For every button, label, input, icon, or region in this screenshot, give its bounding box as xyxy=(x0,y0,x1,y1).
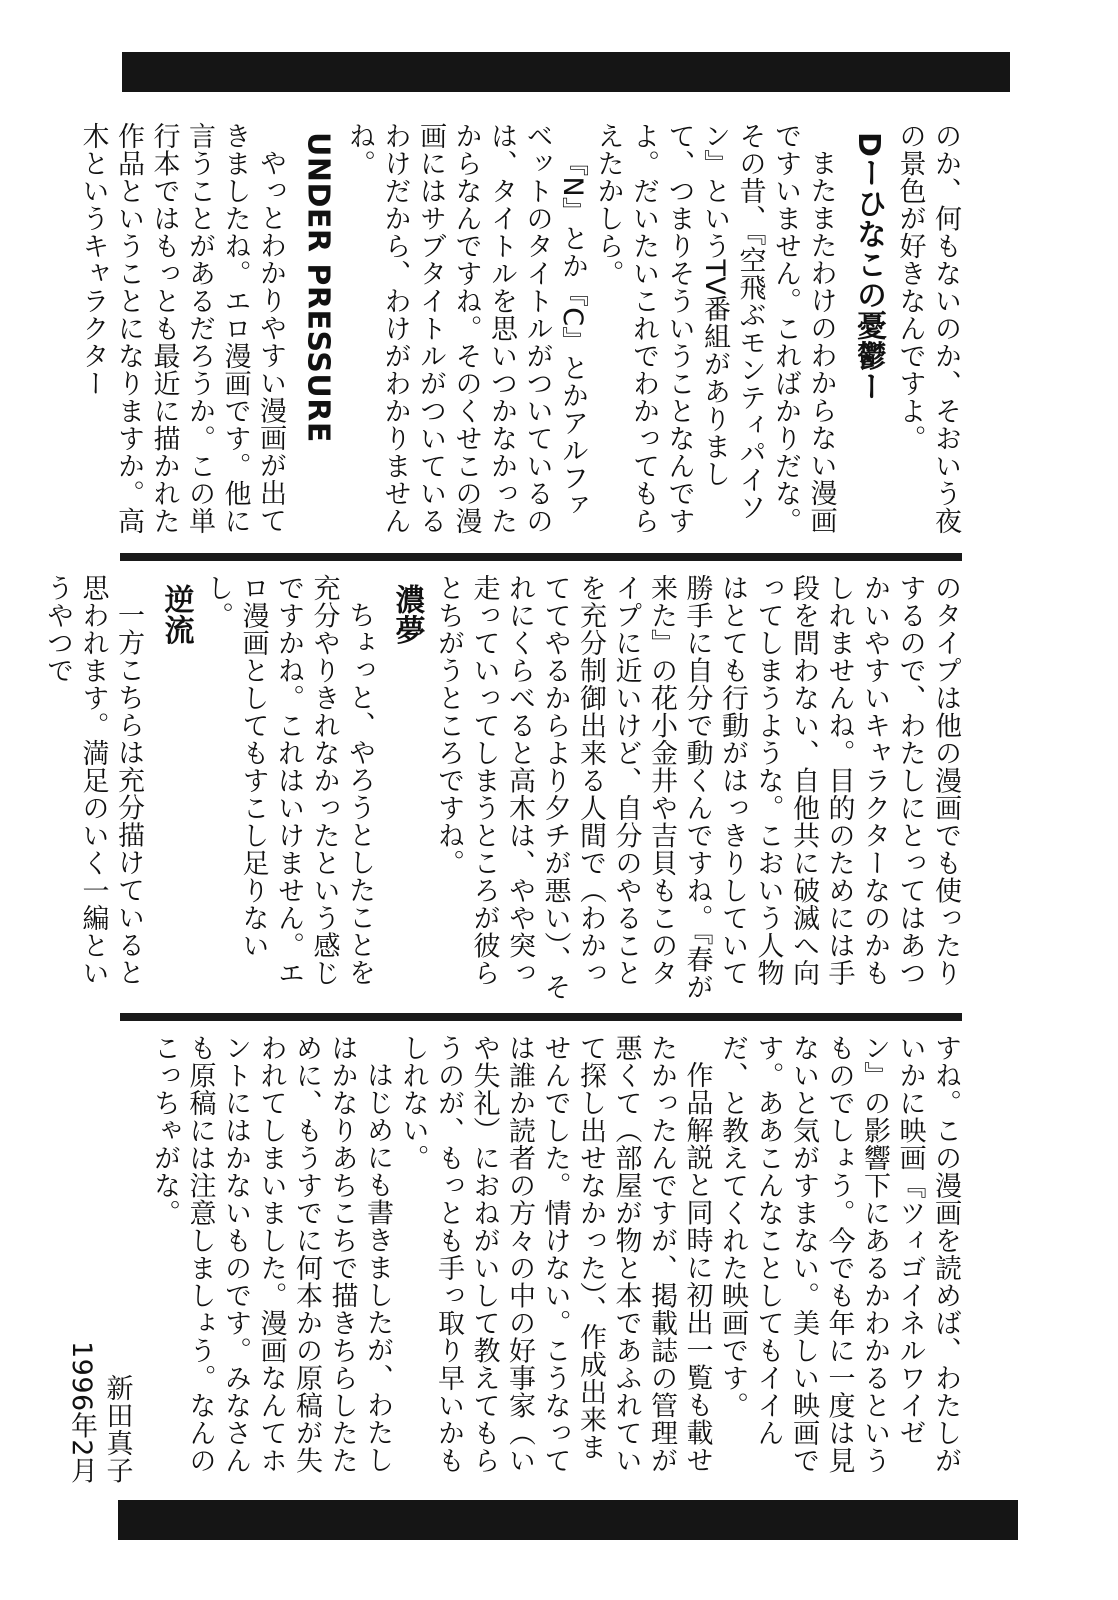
vertical-text-column-1 xyxy=(75,122,963,542)
vertical-text-column-3 xyxy=(64,1034,964,1484)
heading-noumu: 濃夢 xyxy=(389,584,425,645)
continued-paragraph-2: のタイプは他の漫画でも使ったりするので、わたしにとってはあつかいやすいキャラクターなのかもしれませんね。目的のためには手段を問わない、自他共に破滅へ向ってしまうような。こおいう人物はとても行動がはっきりしていて勝手に自分で動くんですね。『春が来た』の花小金井や吉貝もこのタイプに近いけど、自分のやることを充分制御出来る人間で（わかっててやるからより夕チが悪い）、それにくらべると高木は、やや突っ走っていってしまうところが彼らとちがうところですね。 xyxy=(433,574,961,1001)
text-section-3 xyxy=(66,1034,963,1484)
under-pressure-paragraph: やっとわかりやすい漫画が出てきましたね。エロ漫画です。他に言うことがあるだろうか。この単行本ではもっとも最近に描かれた作品ということになりますか。高木というキャラクター xyxy=(77,122,286,535)
continued-paragraph-3: すね。この漫画を読めば、わたしがいかに映画『ツィゴイネルワイゼン』の影響下にあるかわかるというものでしょう。今でも年に一度は見ないと気がすまない。美しい映画です。ああこんなことしてもイイんだ、と教えてくれた映画です。 xyxy=(717,1034,961,1474)
heading-gyakuryu: 逆流 xyxy=(158,584,194,645)
top-black-bar xyxy=(122,52,1010,92)
section-divider-2 xyxy=(120,1013,962,1021)
gyakuryu-paragraph: 一方こちらは充分描けていると思われます。満足のいく一編というやつで xyxy=(42,574,144,987)
signature-date: 1996年2月 xyxy=(66,1340,97,1484)
closing-paragraph-2: はじめにも書きましたが、わたしはかなりあちこちで描きちらしたために、もうすでに何本かの原稿が失われてしまいました。漫画なんてホントにはかないものです。みなさんも原稿には注意しましょう。なんのこっちゃがな。 xyxy=(149,1034,393,1474)
text-section-2 xyxy=(42,574,963,1004)
noumu-paragraph: ちょっと、やろうとしたことを充分やりきれなかったという感じですかね。これはいけません。エロ漫画としてもすこし足りないし。 xyxy=(202,574,375,987)
vertical-text-column-2 xyxy=(40,574,964,1004)
section-divider-1 xyxy=(120,553,962,561)
text-section-1 xyxy=(77,122,963,542)
closing-paragraph-1: 作品解説と同時に初出一覧も載せたかったんですが、掲載誌の管理が悪くて（部屋が物と本であふれていて探し出せなかった）、作成出来ませんでした。情けない。こうなっては誰か読者の方々の中の好事家（いや失礼）におねがいして教えてもらうのが、もっとも手っ取り早いかもしれない。 xyxy=(397,1034,713,1474)
heading-d-hinako: Dーひなこの憂鬱ー xyxy=(851,132,886,402)
intro-paragraph: のか、何もないのか、そおいう夜の景色が好きなんですよ。 xyxy=(894,122,961,535)
bottom-black-bar xyxy=(118,1500,1018,1540)
author-signature: 新田真子 xyxy=(101,1374,133,1484)
heading-under-pressure: UNDER PRESSURE xyxy=(300,132,336,443)
d-paragraph-1: またまたわけのわからない漫画ですいません。こればかりだな。その昔、『空飛ぶモンティパイソン』というTV番組がありまして、つまりそういうことなんですよ。だいたいこれでわかってもらえたかしら。 xyxy=(592,122,837,535)
d-paragraph-2: 『N』とか『C』とかアルファベットのタイトルがついているのは、タイトルを思いつかなかったからなんですね。そのくせこの漫画にはサブタイトルがついているわけだから、わけがわかりませんね。 xyxy=(344,122,588,535)
